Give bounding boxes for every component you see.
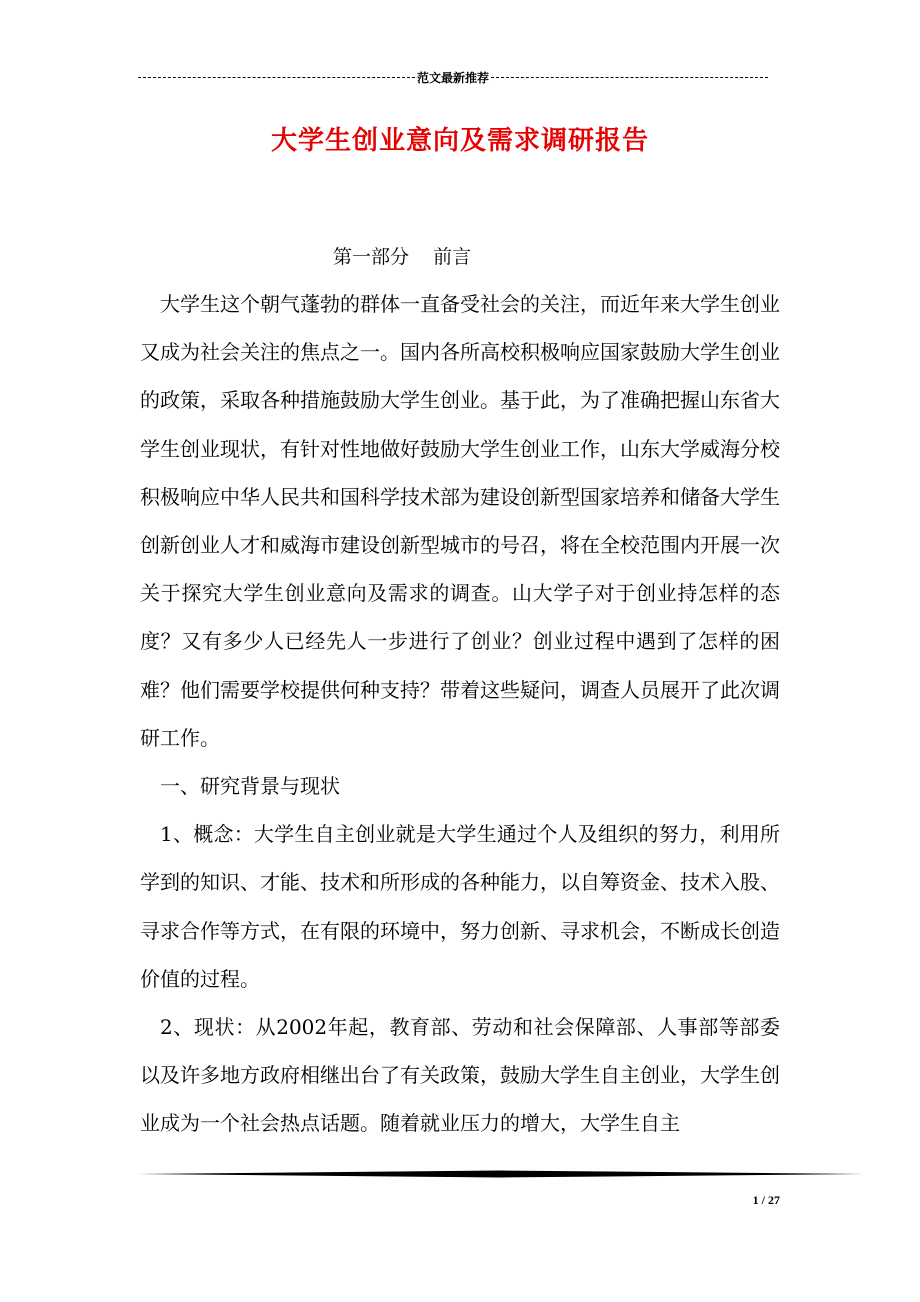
- footer-rule: [138, 1170, 864, 1178]
- paragraph-status: 2、现状：从2002年起，教育部、劳动和社会保障部、人事部等部委以及许多地方政府相继出台了有关政策，鼓励大学生自主创业，大学生创业成为一个社会热点话题。随着就业压力的增大，大学生自主: [140, 1015, 780, 1136]
- page-number: 1 / 27: [752, 1193, 780, 1207]
- section-title: 第一部分 前言: [333, 246, 472, 268]
- document-title: 大学生创业意向及需求调研报告: [270, 126, 649, 156]
- paragraph-concept: 1、概念：大学生自主创业就是大学生通过个人及组织的努力，利用所学到的知识、才能、技术和所形成的各种能力，以自筹资金、技术入股、寻求合作等方式，在有限的环境中，努力创新、寻求机会，不断成长创造价值的过程。: [140, 822, 780, 991]
- page-header: [138, 68, 768, 86]
- document-body: [140, 280, 780, 1148]
- header-dash-right: [491, 77, 768, 78]
- paragraph-heading-background: 一、研究背景与现状: [160, 774, 340, 799]
- header-dash-left: [138, 77, 415, 78]
- header-label: 范文最新推荐: [417, 70, 490, 85]
- paragraph-intro: 大学生这个朝气蓬勃的群体一直备受社会的关注，而近年来大学生创业又成为社会关注的焦点之一。国内各所高校积极响应国家鼓励大学生创业的政策，采取各种措施鼓励大学生创业。基于此，为了准确把握山东省大学生创业现状，有针对性地做好鼓励大学生创业工作，山东大学威海分校积极响应中华人民共和国科学技术部为建设创新型国家培养和储备大学生创新创业人才和威海市建设创新型城市的号召，将在全校范围内开展一次关于探究大学生创业意向及需求的调查。山大学子对于创业持怎样的态度？又有多少人已经先人一步进行了创业？创业过程中遇到了怎样的困难？他们需要学校提供何种支持？带着这些疑问，调查人员展开了此次调研工作。: [140, 292, 780, 750]
